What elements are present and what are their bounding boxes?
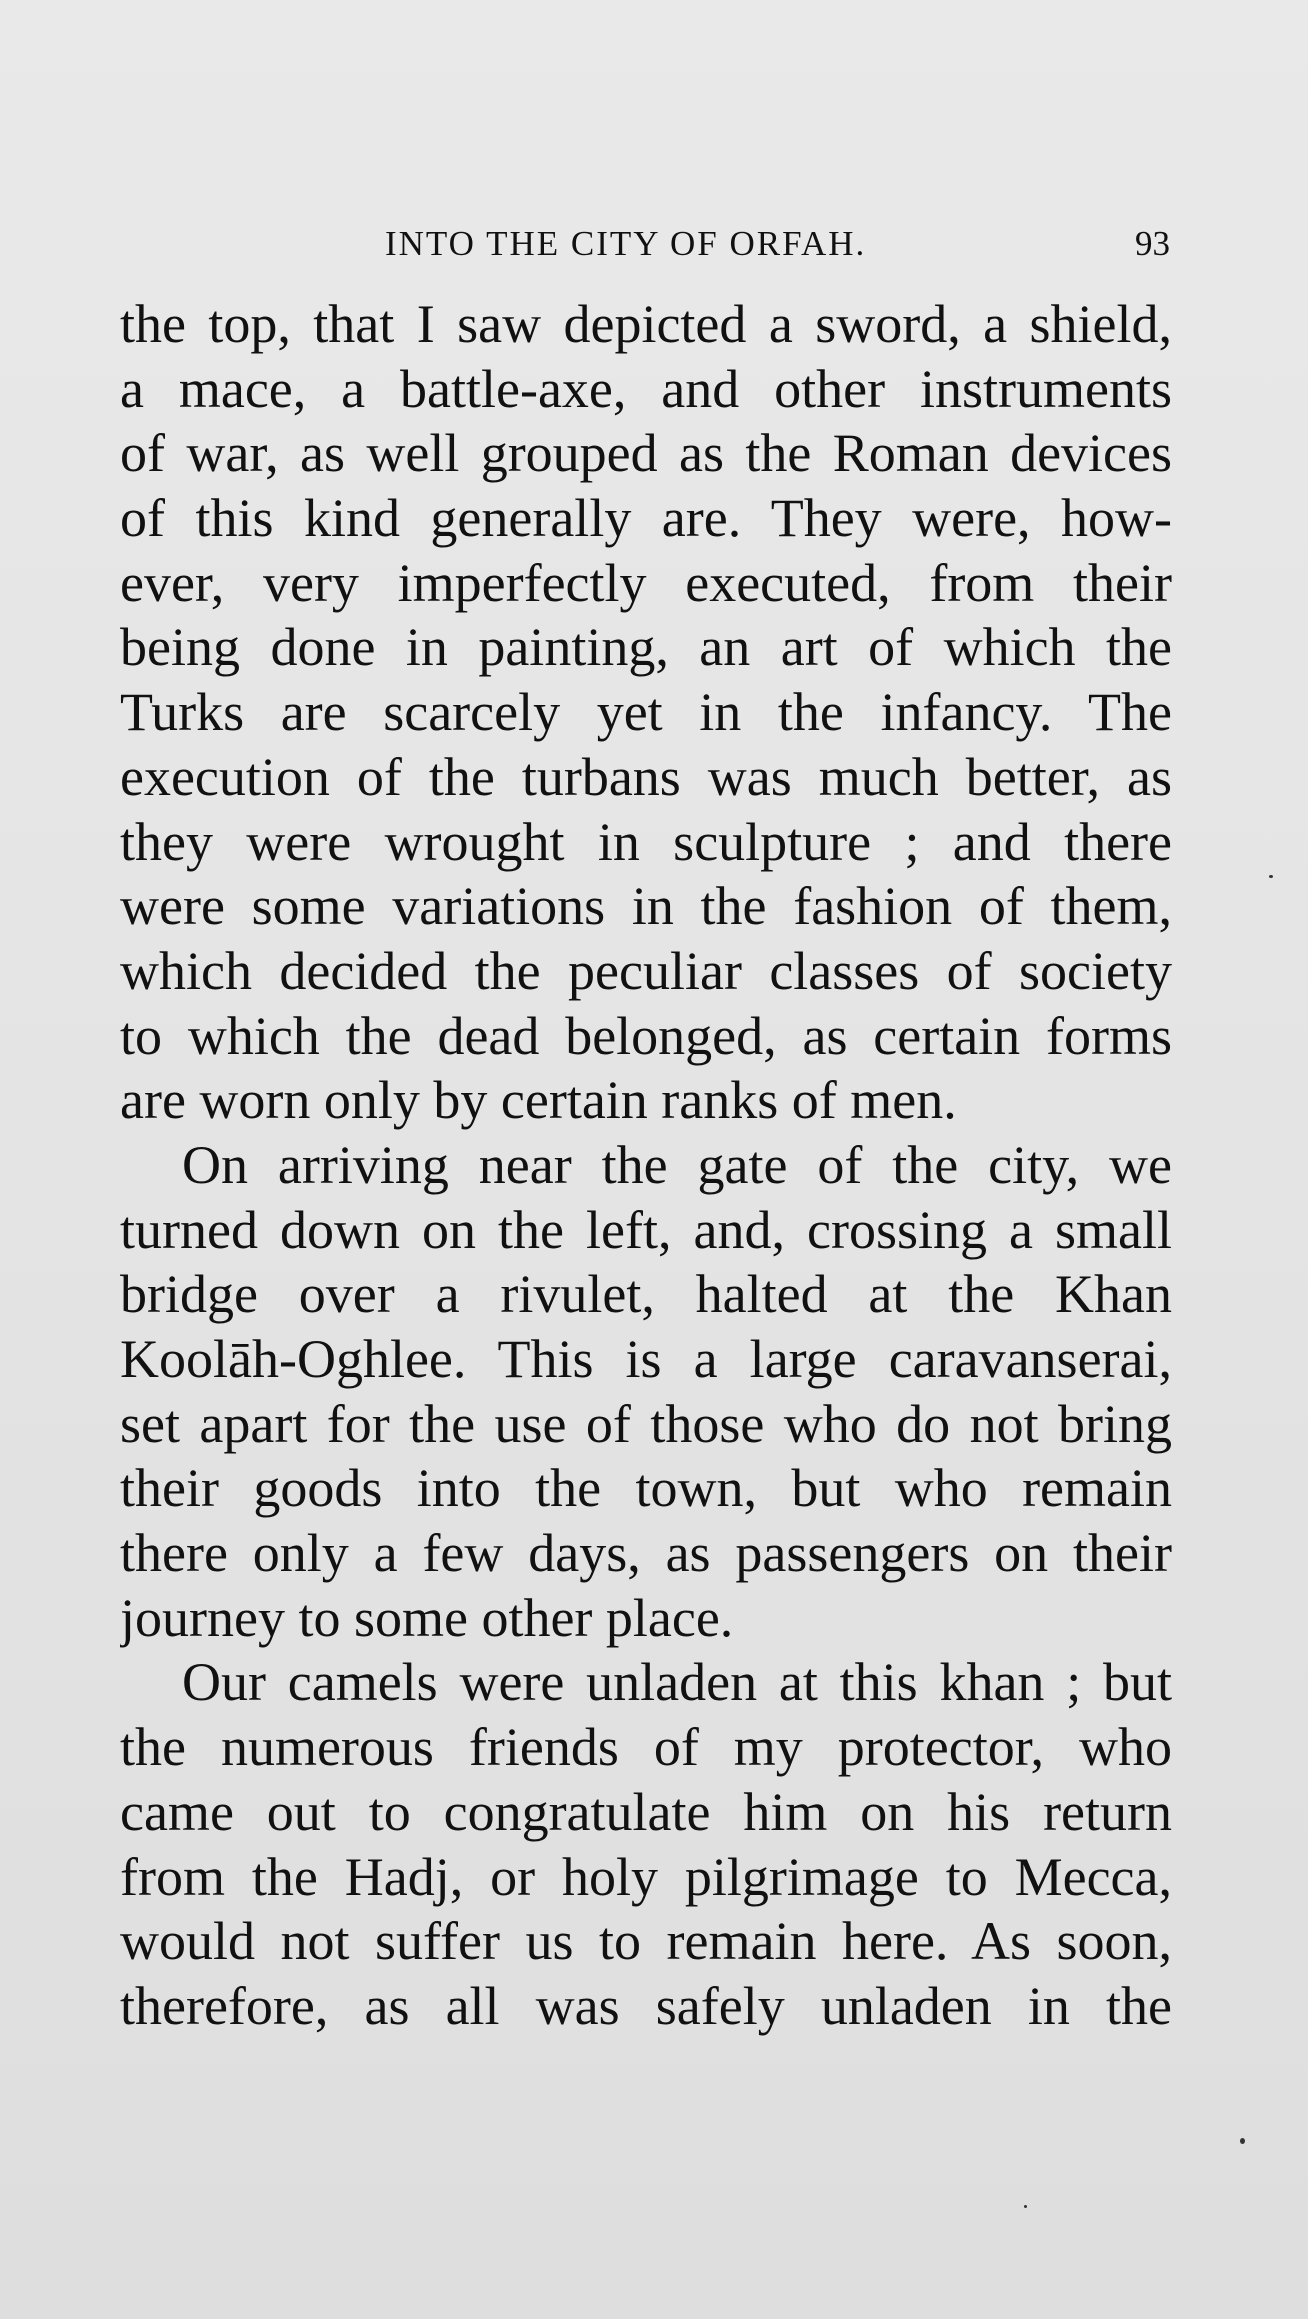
text-line: from the Hadj, or holy pilgrimage to Mecca, (120, 1846, 1172, 1907)
body-text (120, 292, 1172, 2039)
page-number: 93 (1135, 224, 1170, 263)
text-line: they were wrought in sculpture ; and there (120, 811, 1172, 872)
text-line: which decided the peculiar classes of society (120, 940, 1172, 1001)
text-line: set apart for the use of those who do not bring (120, 1393, 1172, 1454)
paper-speck (1269, 875, 1273, 878)
running-head: INTO THE CITY OF ORFAH. (385, 224, 867, 263)
text-line: to which the dead belonged, as certain forms (120, 1005, 1172, 1066)
paper-speck (1024, 2205, 1027, 2208)
text-line: were some variations in the fashion of them, (120, 876, 1172, 937)
text-line: turned down on the left, and, crossing a small (120, 1199, 1172, 1260)
text-line: bridge over a rivulet, halted at the Khan (120, 1264, 1172, 1325)
text-line: journey to some other place. (120, 1587, 734, 1648)
text-line: execution of the turbans was much better, as (120, 746, 1172, 807)
text-line: therefore, as all was safely unladen in the (120, 1975, 1172, 2036)
text-line: of war, as well grouped as the Roman devices (120, 423, 1172, 484)
text-line: the top, that I saw depicted a sword, a shield, (120, 294, 1172, 354)
paragraph-first-line: On arriving near the gate of the city, we (182, 1134, 1172, 1195)
text-line: there only a few days, as passengers on their (120, 1523, 1172, 1584)
text-line: their goods into the town, but who remain (120, 1458, 1172, 1519)
text-line: being done in painting, an art of which the (120, 617, 1172, 678)
text-line: the numerous friends of my protector, who (120, 1717, 1172, 1778)
page-header (120, 224, 1172, 274)
paragraph-first-line: Our camels were unladen at this khan ; but (182, 1652, 1172, 1713)
text-line: ever, very imperfectly executed, from their (120, 552, 1172, 613)
text-line: came out to congratulate him on his return (120, 1781, 1172, 1842)
text-line: are worn only by certain ranks of men. (120, 1070, 957, 1131)
paper-speck (1240, 2138, 1245, 2144)
text-line: a mace, a battle-axe, and other instruments (120, 358, 1172, 419)
text-line: of this kind generally are. They were, how- (120, 488, 1172, 549)
text-line: would not suffer us to remain here. As soon, (120, 1911, 1172, 1972)
text-line: Turks are scarcely yet in the infancy. The (120, 682, 1172, 743)
text-line: Koolāh-Oghlee. This is a large caravanserai, (120, 1329, 1172, 1389)
